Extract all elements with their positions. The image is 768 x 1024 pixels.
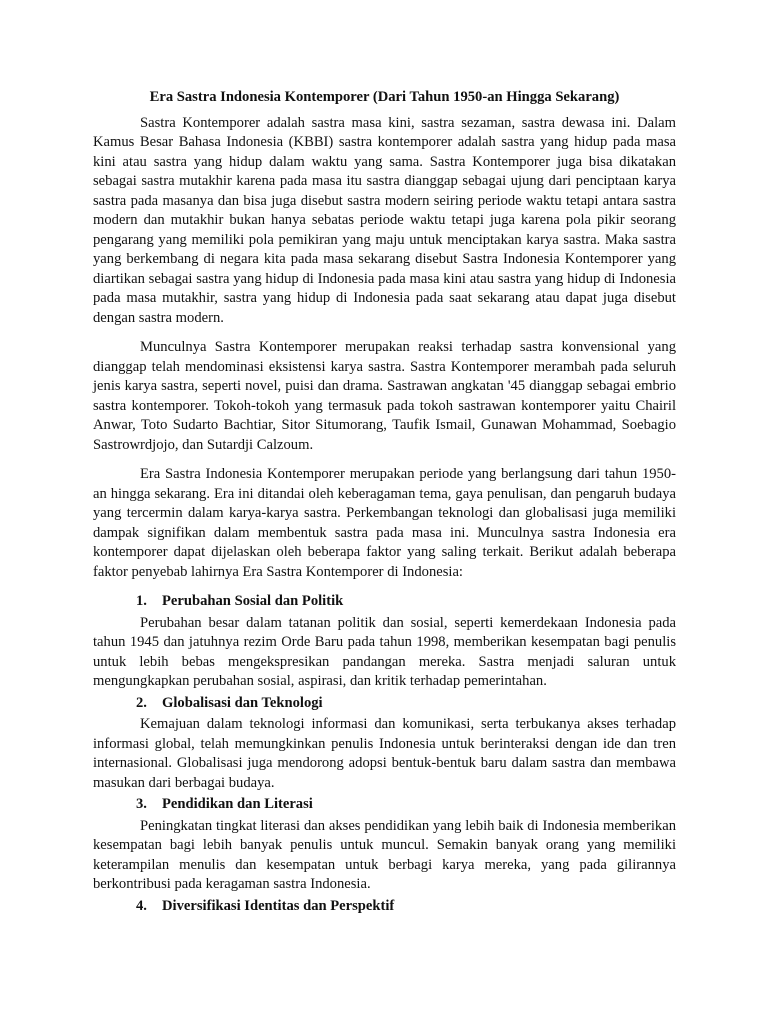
list-item-title: Diversifikasi Identitas dan Perspektif — [162, 897, 395, 914]
list-item-title: Perubahan Sosial dan Politik — [162, 593, 344, 609]
document-page — [93, 88, 676, 918]
list-item-heading — [93, 795, 676, 815]
list-item-2 — [93, 694, 676, 794]
document-title: Era Sastra Indonesia Kontemporer (Dari Tahun 1950-an Hingga Sekarang) — [149, 89, 620, 105]
list-item-body: Peningkatan tingkat literasi dan akses pendidikan yang lebih baik di Indonesia memberikan kesempatan bagi lebih banyak penulis untuk muncul. Semakin banyak orang yang memiliki keterampilan menulis dan kesempatan untuk berbagi karya mereka, yang pada gilirannya berkontribusi pada keragaman sastra Indonesia. — [93, 817, 676, 892]
list-item-4 — [93, 897, 676, 917]
list-item-number: 2. — [136, 694, 147, 711]
list-item-body: Perubahan besar dalam tatanan politik dan sosial, seperti kemerdekaan Indonesia pada tahun 1945 dan jatuhnya rezim Orde Baru pada tahun 1998, memberikan kesempatan bagi penulis untuk lebih bebas mengekspresikan pandangan mereka. Sastra menjadi saluran untuk mengungkapkan perubahan sosial, aspirasi, dan kritik terhadap pemerintahan. — [93, 614, 676, 689]
paragraph-3: Era Sastra Indonesia Kontemporer merupakan periode yang berlangsung dari tahun 1950-an hingga sekarang. Era ini ditandai oleh keberagaman tema, gaya penulisan, dan pengaruh budaya yang tercermin dalam karya-karya sastra. Perkembangan teknologi dan globalisasi juga memiliki dampak signifikan dalam membentuk sastra pada masa ini. Munculnya sastra Indonesia era kontemporer dapat dijelaskan oleh beberapa faktor yang saling terkait. Berikut adalah beberapa faktor penyebab lahirnya Era Sastra Kontemporer di Indonesia: — [93, 466, 676, 580]
list-item-1 — [93, 592, 676, 692]
list-item-number: 1. — [136, 593, 147, 609]
list-item-heading — [93, 897, 676, 917]
list-item-title: Pendidikan dan Literasi — [162, 796, 313, 812]
list-item-title: Globalisasi dan Teknologi — [162, 694, 323, 711]
paragraph-1: Sastra Kontemporer adalah sastra masa kini, sastra sezaman, sastra dewasa ini. Dalam Kamus Besar Bahasa Indonesia (KBBI) sastra kontemporer adalah sastra yang hidup pada masa kini atau sastra yang hidup dalam waktu yang sama. Sastra Kontemporer juga bisa dikatakan sebagai sastra mutakhir karena pada masa itu sastra dianggap sebagai ujung dari penciptaan karya sastra pada masanya dan bisa juga disebut sastra modern seiring periode waktu tetapi antara sastra modern dan mutakhir bukan hanya sebatas periode waktu tetapi juga karena pola pikir seorang pengarang yang memiliki pola pemikiran yang maju untuk menciptakan karya sastra. Maka sastra yang berkembang di negara kita pada masa sekarang disebut Sastra Indonesia Kontemporer yang diartikan sebagai sastra yang hidup di Indonesia pada masa kini atau sastra yang hidup di Indonesia pada masa mutakhir, sastra yang hidup di Indonesia pada saat sekarang atau dapat juga disebut dengan sastra modern. — [93, 114, 676, 326]
list-item-3 — [93, 795, 676, 895]
list-item-heading — [93, 694, 676, 714]
list-item-body: Kemajuan dalam teknologi informasi dan komunikasi, serta terbukanya akses terhadap informasi global, telah memungkinkan penulis Indonesia untuk berinteraksi dengan ide dan tren internasional. Globalisasi juga mendorong adopsi bentuk-bentuk baru dalam sastra dan membawa masukan dari berbagai budaya. — [93, 716, 676, 791]
list-item-number: 3. — [136, 796, 147, 812]
list-item-heading — [93, 592, 676, 612]
paragraph-2: Munculnya Sastra Kontemporer merupakan reaksi terhadap sastra konvensional yang dianggap telah mendominasi eksistensi karya sastra. Sastra Kontemporer merambah pada seluruh jenis karya sastra, seperti novel, puisi dan drama. Sastrawan angkatan '45 dianggap sebagai embrio sastra kontemporer. Tokoh-tokoh yang termasuk pada tokoh sastrawan kontemporer yaitu Chairil Anwar, Toto Sudarto Bachtiar, Sitor Situmorang, Taufik Ismail, Gunawan Mohammad, Soebagio Sastrowrdjojo, dan Sutardji Calzoum. — [93, 339, 676, 453]
list-item-number: 4. — [136, 897, 147, 914]
